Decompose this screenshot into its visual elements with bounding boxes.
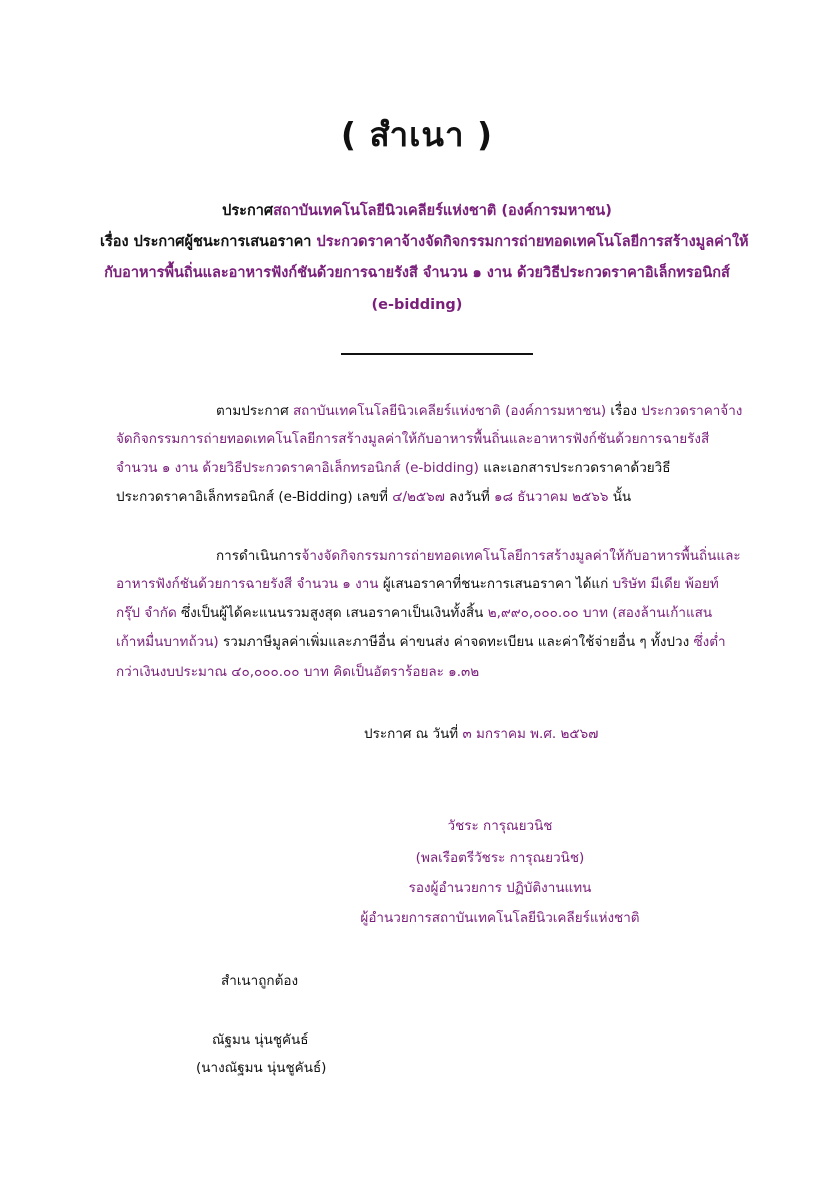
para2-text: การดำเนินการ [216, 548, 302, 564]
para1-line-1 [216, 401, 756, 421]
certified-copy-label: สำเนาถูกต้อง [221, 973, 299, 989]
announce-date-value: ๓ มกราคม พ.ศ. ๒๕๖๗ [462, 726, 599, 742]
para2-budget: ซึ่งต่ำ [693, 634, 726, 650]
para2-text: รวมภาษีมูลค่าเพิ่มและภาษีอื่น ค่าขนส่ง ค่าจดทะเบียน และค่าใช้จ่ายอื่น ๆ ทั้งปวง [218, 634, 694, 650]
para2-winner: บริษัท มีเดีย พ้อยท์ [612, 576, 719, 592]
certifier-name: ณัฐมน นุ่นชูคันธ์ [212, 1032, 309, 1048]
signature-position-1: รองผู้อำนวยการ ปฏิบัติงานแทน [408, 880, 592, 896]
para1-text: ตามประกาศ [216, 403, 293, 419]
heading-subject-prefix: เรื่อง ประกาศผู้ชนะการเสนอราคา [100, 234, 317, 250]
para2-line-5: กว่าเงินงบประมาณ ๔๐,๐๐๐.๐๐ บาท คิดเป็นอัตราร้อยละ ๑.๓๒ [116, 664, 480, 680]
para1-text: เรื่อง [610, 403, 642, 419]
para2-line-3 [116, 603, 756, 623]
para2-amount: ๒,๙๙๐,๐๐๐.๐๐ บาท (สองล้านเก้าแสน [487, 605, 713, 621]
para2-project: อาหารฟังก์ชันด้วยการฉายรังสี จำนวน ๑ งาน [116, 576, 379, 592]
signature-name: วัชระ การุณยวนิช [447, 818, 553, 834]
announce-date [364, 724, 598, 744]
para2-text: ซึ่งเป็นผู้ได้คะแนนรวมสูงสุด เสนอราคาเป็นเงินทั้งสิ้น [176, 605, 488, 621]
heading-prefix: ประกาศ [222, 203, 274, 219]
para1-text: ลงวันที่ [444, 489, 495, 505]
para2-winner: กรุ๊ป จำกัด [116, 605, 177, 621]
para2-line-2 [116, 574, 756, 594]
para1-project: จำนวน ๑ งาน ด้วยวิธีประกวดราคาอิเล็กทรอนิกส์ (e-bidding) [116, 460, 479, 476]
heading-line-2 [100, 232, 749, 252]
para1-line-3 [116, 458, 756, 478]
heading-line-4: (e-bidding) [371, 297, 463, 313]
para2-line-1 [216, 546, 756, 566]
para1-org: สถาบันเทคโนโลยีนิวเคลียร์แห่งชาติ (องค์การมหาชน) [292, 403, 611, 419]
heading-subject: ประกวดราคาจ้างจัดกิจกรรมการถ่ายทอดเทคโนโลยีการสร้างมูลค่าให้ [316, 234, 749, 250]
para2-line-4 [116, 632, 756, 652]
para1-line-4 [116, 487, 756, 507]
announce-label: ประกาศ ณ วันที่ [364, 726, 463, 742]
para1-project: ประกวดราคาจ้าง [641, 403, 743, 419]
signature-position-2: ผู้อำนวยการสถาบันเทคโนโลยีนิวเคลียร์แห่งชาติ [360, 910, 640, 926]
para2-amount: เก้าหมื่นบาทถ้วน) [116, 634, 219, 650]
para1-text: และเอกสารประกวดราคาด้วยวิธี [478, 460, 671, 476]
heading-line-1 [100, 201, 734, 221]
divider-line [341, 353, 533, 355]
para2-project: จ้างจัดกิจกรรมการถ่ายทอดเทคโนโลยีการสร้างมูลค่าให้กับอาหารพื้นถิ่นและ [301, 548, 741, 564]
para1-date: ๑๘ ธันวาคม ๒๕๖๖ [494, 489, 609, 505]
para1-line-2: จัดกิจกรรมการถ่ายทอดเทคโนโลยีการสร้างมูลค่าให้กับอาหารพื้นถิ่นและอาหารฟังก์ชันด้วยการฉายรังสี [116, 431, 710, 447]
para2-text: ผู้เสนอราคาที่ชนะการเสนอราคา ได้แก่ [378, 576, 613, 592]
certifier-full-name: (นางณัฐมน นุ่นชูคันธ์) [196, 1060, 327, 1076]
para1-text: ประกวดราคาอิเล็กทรอนิกส์ (e-Bidding) เลขที่ [116, 489, 393, 505]
heading-org: สถาบันเทคโนโลยีนิวเคลียร์แห่งชาติ (องค์การมหาชน) [273, 203, 612, 219]
para1-text: นั้น [608, 489, 632, 505]
para1-doc-number: ๔/๒๕๖๗ [392, 489, 445, 505]
heading-line-3: กับอาหารพื้นถิ่นและอาหารฟังก์ชันด้วยการฉายรังสี จำนวน ๑ งาน ด้วยวิธีประกวดราคาอิเล็กทรอนิกส์ [104, 265, 730, 281]
signature-full-name: (พลเรือตรีวัชระ การุณยวนิช) [415, 850, 585, 866]
document-title: ( สำเนา ) [340, 115, 494, 154]
